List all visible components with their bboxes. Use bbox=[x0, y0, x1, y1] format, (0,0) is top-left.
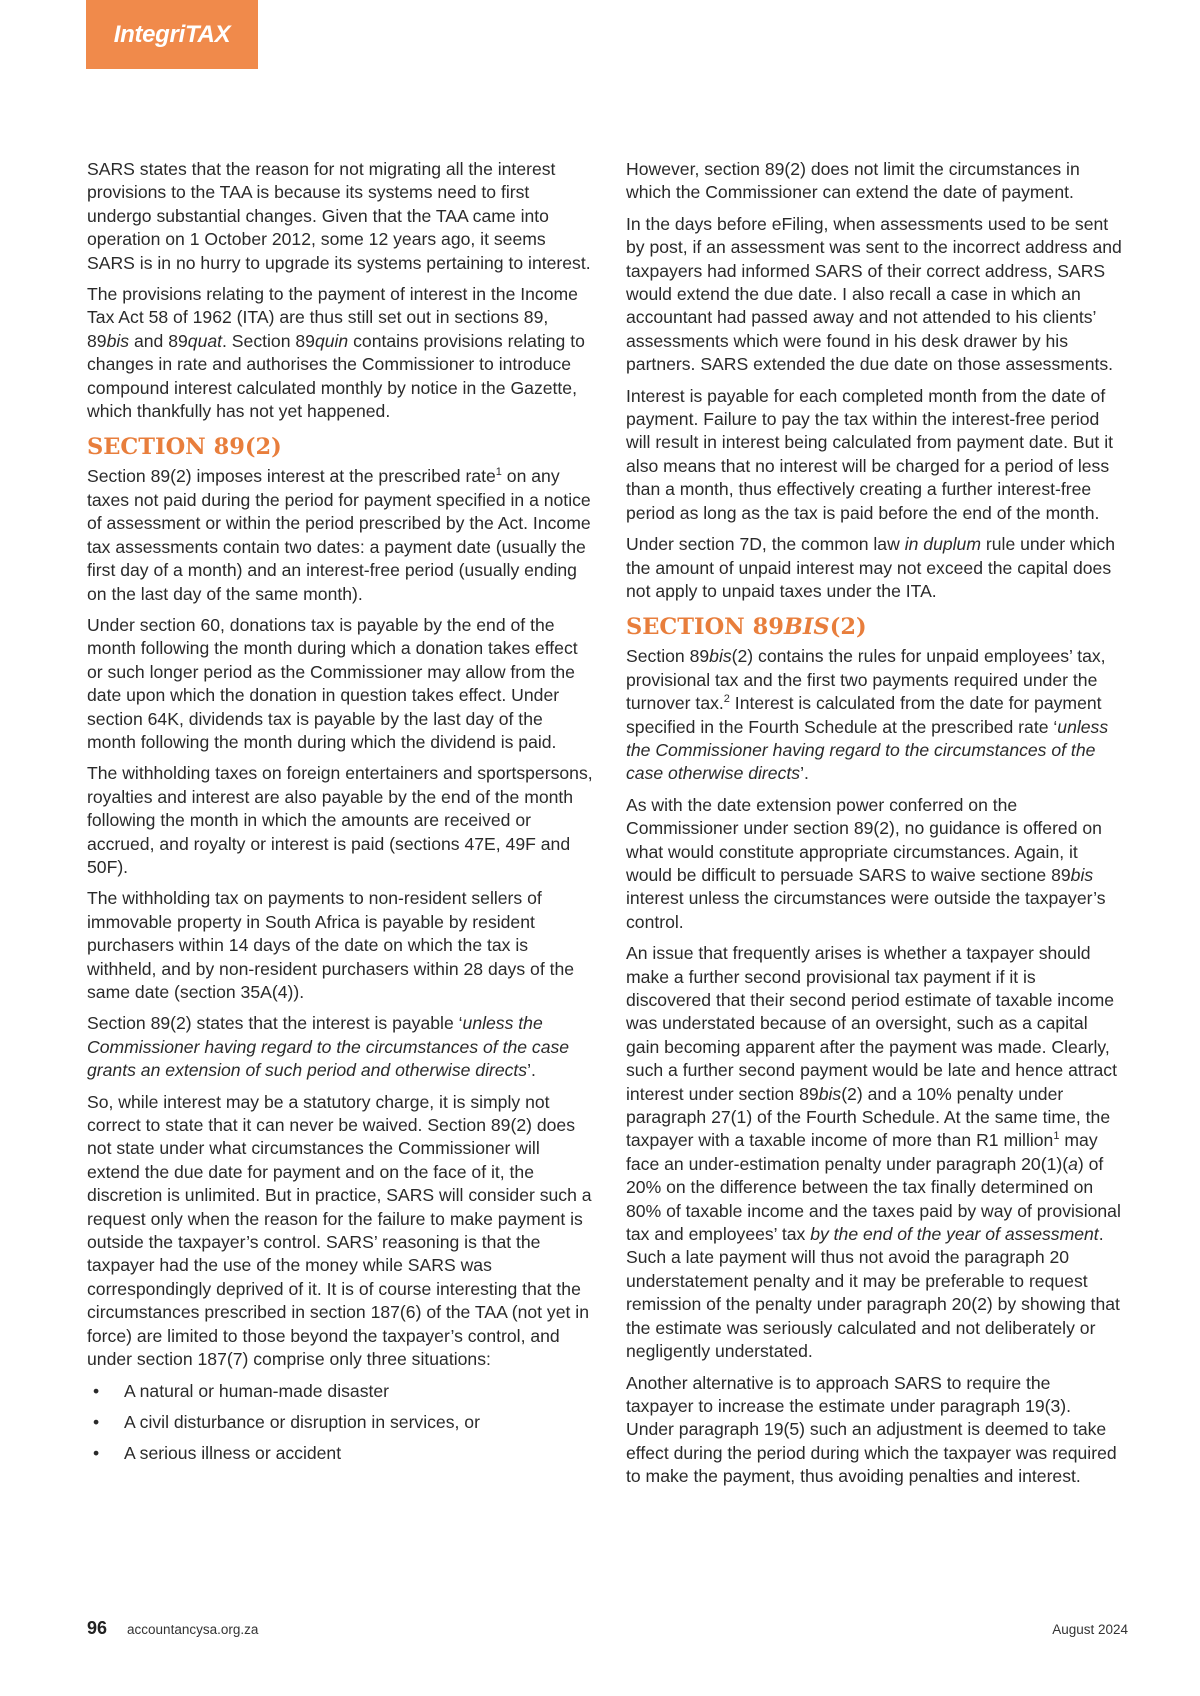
page-footer bbox=[87, 1618, 1128, 1639]
paragraph: Section 89bis(2) contains the rules for unpaid employees’ tax, provisional tax and the first two payments required under the turnover tax.$^2$ Interest is calculated from the date for payment specified in the Fourth Schedule at the prescribed rate ‘unless the Commissioner having regard to the circumstances of the case otherwise directs’. bbox=[626, 646, 1109, 784]
paragraph: Under section 60, donations tax is payable by the end of the month following the month during which a donation takes effect or such longer period as the Commissioner may allow from the date upon which the donation in question takes effect. Under section 64K, dividends tax is payable by the last day of the month following the month during which the dividend is paid. bbox=[87, 614, 578, 752]
paragraph: Section 89(2) states that the interest is payable ‘unless the Commissioner having regard to the circumstances of the case grants an extension of such period and otherwise directs’. bbox=[87, 1013, 570, 1081]
list-item: • A natural or human-made disaster bbox=[87, 1380, 593, 1403]
footnote-ref: 2 bbox=[723, 693, 730, 706]
footnote-ref: 1 bbox=[495, 466, 502, 479]
paragraph: In the days before eFiling, when assessments used to be sent by post, if an assessment was sent to the incorrect address and taxpayers had informed SARS of their correct address, SARS would extend the due date. I also recall a case in which an accountant had passed away and not attended to his clients’ assessments which were found in his desk drawer by his partners. SARS extended the due date on those assessments. bbox=[626, 213, 1122, 375]
footnote-ref: 1 bbox=[1053, 1130, 1060, 1143]
brand-tab bbox=[86, 0, 258, 69]
paragraph: So, while interest may be a statutory charge, it is simply not correct to state that it can never be waived. Section 89(2) does not state under what circumstances the Commissioner will extend the due date for payment and on the face of it, the discretion is unlimited. But in practice, SARS will consider such a request only when the reason for the failure to make payment is outside the taxpayer’s control. SARS’ reasoning is that the taxpayer had the use of the money while SARS was correspondingly deprived of it. It is of course interesting that the circumstances prescribed in section 187(6) of the TAA (not yet in force) are limited to those beyond the taxpayer’s control, and under section 187(7) comprise only three situations: bbox=[87, 1091, 592, 1370]
bullet-list bbox=[87, 1380, 593, 1466]
footer-site[interactable]: accountancysa.org.za bbox=[127, 1622, 259, 1637]
list-item: • A serious illness or accident bbox=[87, 1442, 593, 1465]
bullet-icon: • bbox=[93, 1411, 100, 1432]
list-item: • A civil disturbance or disruption in services, or bbox=[87, 1411, 593, 1434]
section-heading-89-2: SECTION 89(2) bbox=[87, 434, 282, 461]
paragraph: The withholding taxes on foreign entertainers and sportspersons, royalties and interest are also payable by the end of the month following the month in which the amounts are received or accrued, and royalty or interest is paid (sections 47E, 49F and 50F). bbox=[87, 763, 593, 877]
bullet-icon: • bbox=[93, 1443, 100, 1464]
left-column bbox=[87, 158, 593, 1474]
bullet-icon: • bbox=[93, 1380, 100, 1401]
paragraph: The provisions relating to the payment of interest in the Income Tax Act 58 of 1962 (ITA) are thus still set out in sections 89, 89bis and 89quat. Section 89quin contains provisions relating to changes in rate and authorises the Commissioner to introduce compound interest calculated monthly by notice in the Gazette, which thankfully has not yet happened. bbox=[87, 284, 585, 422]
paragraph: However, section 89(2) does not limit the circumstances in which the Commissioner can extend the date of payment. bbox=[626, 159, 1080, 203]
right-column bbox=[626, 158, 1122, 1497]
paragraph: The withholding tax on payments to non-resident sellers of immovable property in South Africa is payable by resident purchasers within 14 days of the date on which the tax is withheld, and by non-resident purchasers within 28 days of the same date (section 35A(4)). bbox=[87, 888, 575, 1002]
section-heading-89bis-2: SECTION 89BIS(2) bbox=[626, 614, 867, 641]
paragraph: Under section 7D, the common law in duplum rule under which the amount of unpaid interest may not exceed the capital does not apply to unpaid taxes under the ITA. bbox=[626, 534, 1115, 601]
paragraph: Section 89(2) imposes interest at the prescribed rate$^1$ on any taxes not paid during the period for payment specified in a notice of assessment or within the period prescribed by the Act. Income tax assessments contain two dates: a payment date (usually the first day of a month) and an interest-free period (usually ending on the last day of the same month). bbox=[87, 466, 591, 604]
footer-date: August 2024 bbox=[1052, 1622, 1128, 1637]
paragraph: Another alternative is to approach SARS to require the taxpayer to increase the estimate under paragraph 19(3). Under paragraph 19(5) such an adjustment is deemed to take effect during the period during which the taxpayer was required to make the payment, thus avoiding penalties and interest. bbox=[626, 1372, 1117, 1487]
paragraph: An issue that frequently arises is whether a taxpayer should make a further second provisional tax payment if it is discovered that their second period estimate of taxable income was understated because of an oversight, such as a capital gain becoming apparent after the payment was made. Clearly, such a further second payment would be late and hence attract interest under section 89bis(2) and a 10% penalty under paragraph 27(1) of the Fourth Schedule. At the same time, the taxpayer with a taxable income of more than R1 million$^1$ may face an under-estimation penalty under paragraph 20(1)(a) of 20% on the difference between the tax finally determined on 80% of taxable income and the taxes paid by way of provisional tax and employees’ tax by the end of the year of assessment. Such a late payment will thus not avoid the paragraph 20 understatement penalty and it may be preferable to request remission of the penalty under paragraph 20(2) by showing that the estimate was seriously calculated and not deliberately or negligently understated. bbox=[626, 943, 1121, 1362]
page-number: 96 bbox=[87, 1618, 108, 1638]
paragraph: Interest is payable for each completed month from the date of payment. Failure to pay the tax within the interest-free period will result in interest being calculated from payment date. But it also means that no interest will be charged for a period of less than a month, thus effectively creating a further interest-free period as long as the tax is paid before the end of the month. bbox=[626, 385, 1113, 523]
paragraph: SARS states that the reason for not migrating all the interest provisions to the TAA is because its systems need to first undergo substantial changes. Given that the TAA came into operation on 1 October 2012, some 12 years ago, it seems SARS is in no hurry to upgrade its systems pertaining to interest. bbox=[87, 159, 591, 273]
paragraph: As with the date extension power conferred on the Commissioner under section 89(2), no guidance is offered on what would constitute appropriate circumstances. Again, it would be difficult to persuade SARS to waive sectione 89bis interest unless the circumstances were outside the taxpayer’s control. bbox=[626, 794, 1106, 932]
integritax-logo: IntegriTAX bbox=[113, 20, 231, 48]
